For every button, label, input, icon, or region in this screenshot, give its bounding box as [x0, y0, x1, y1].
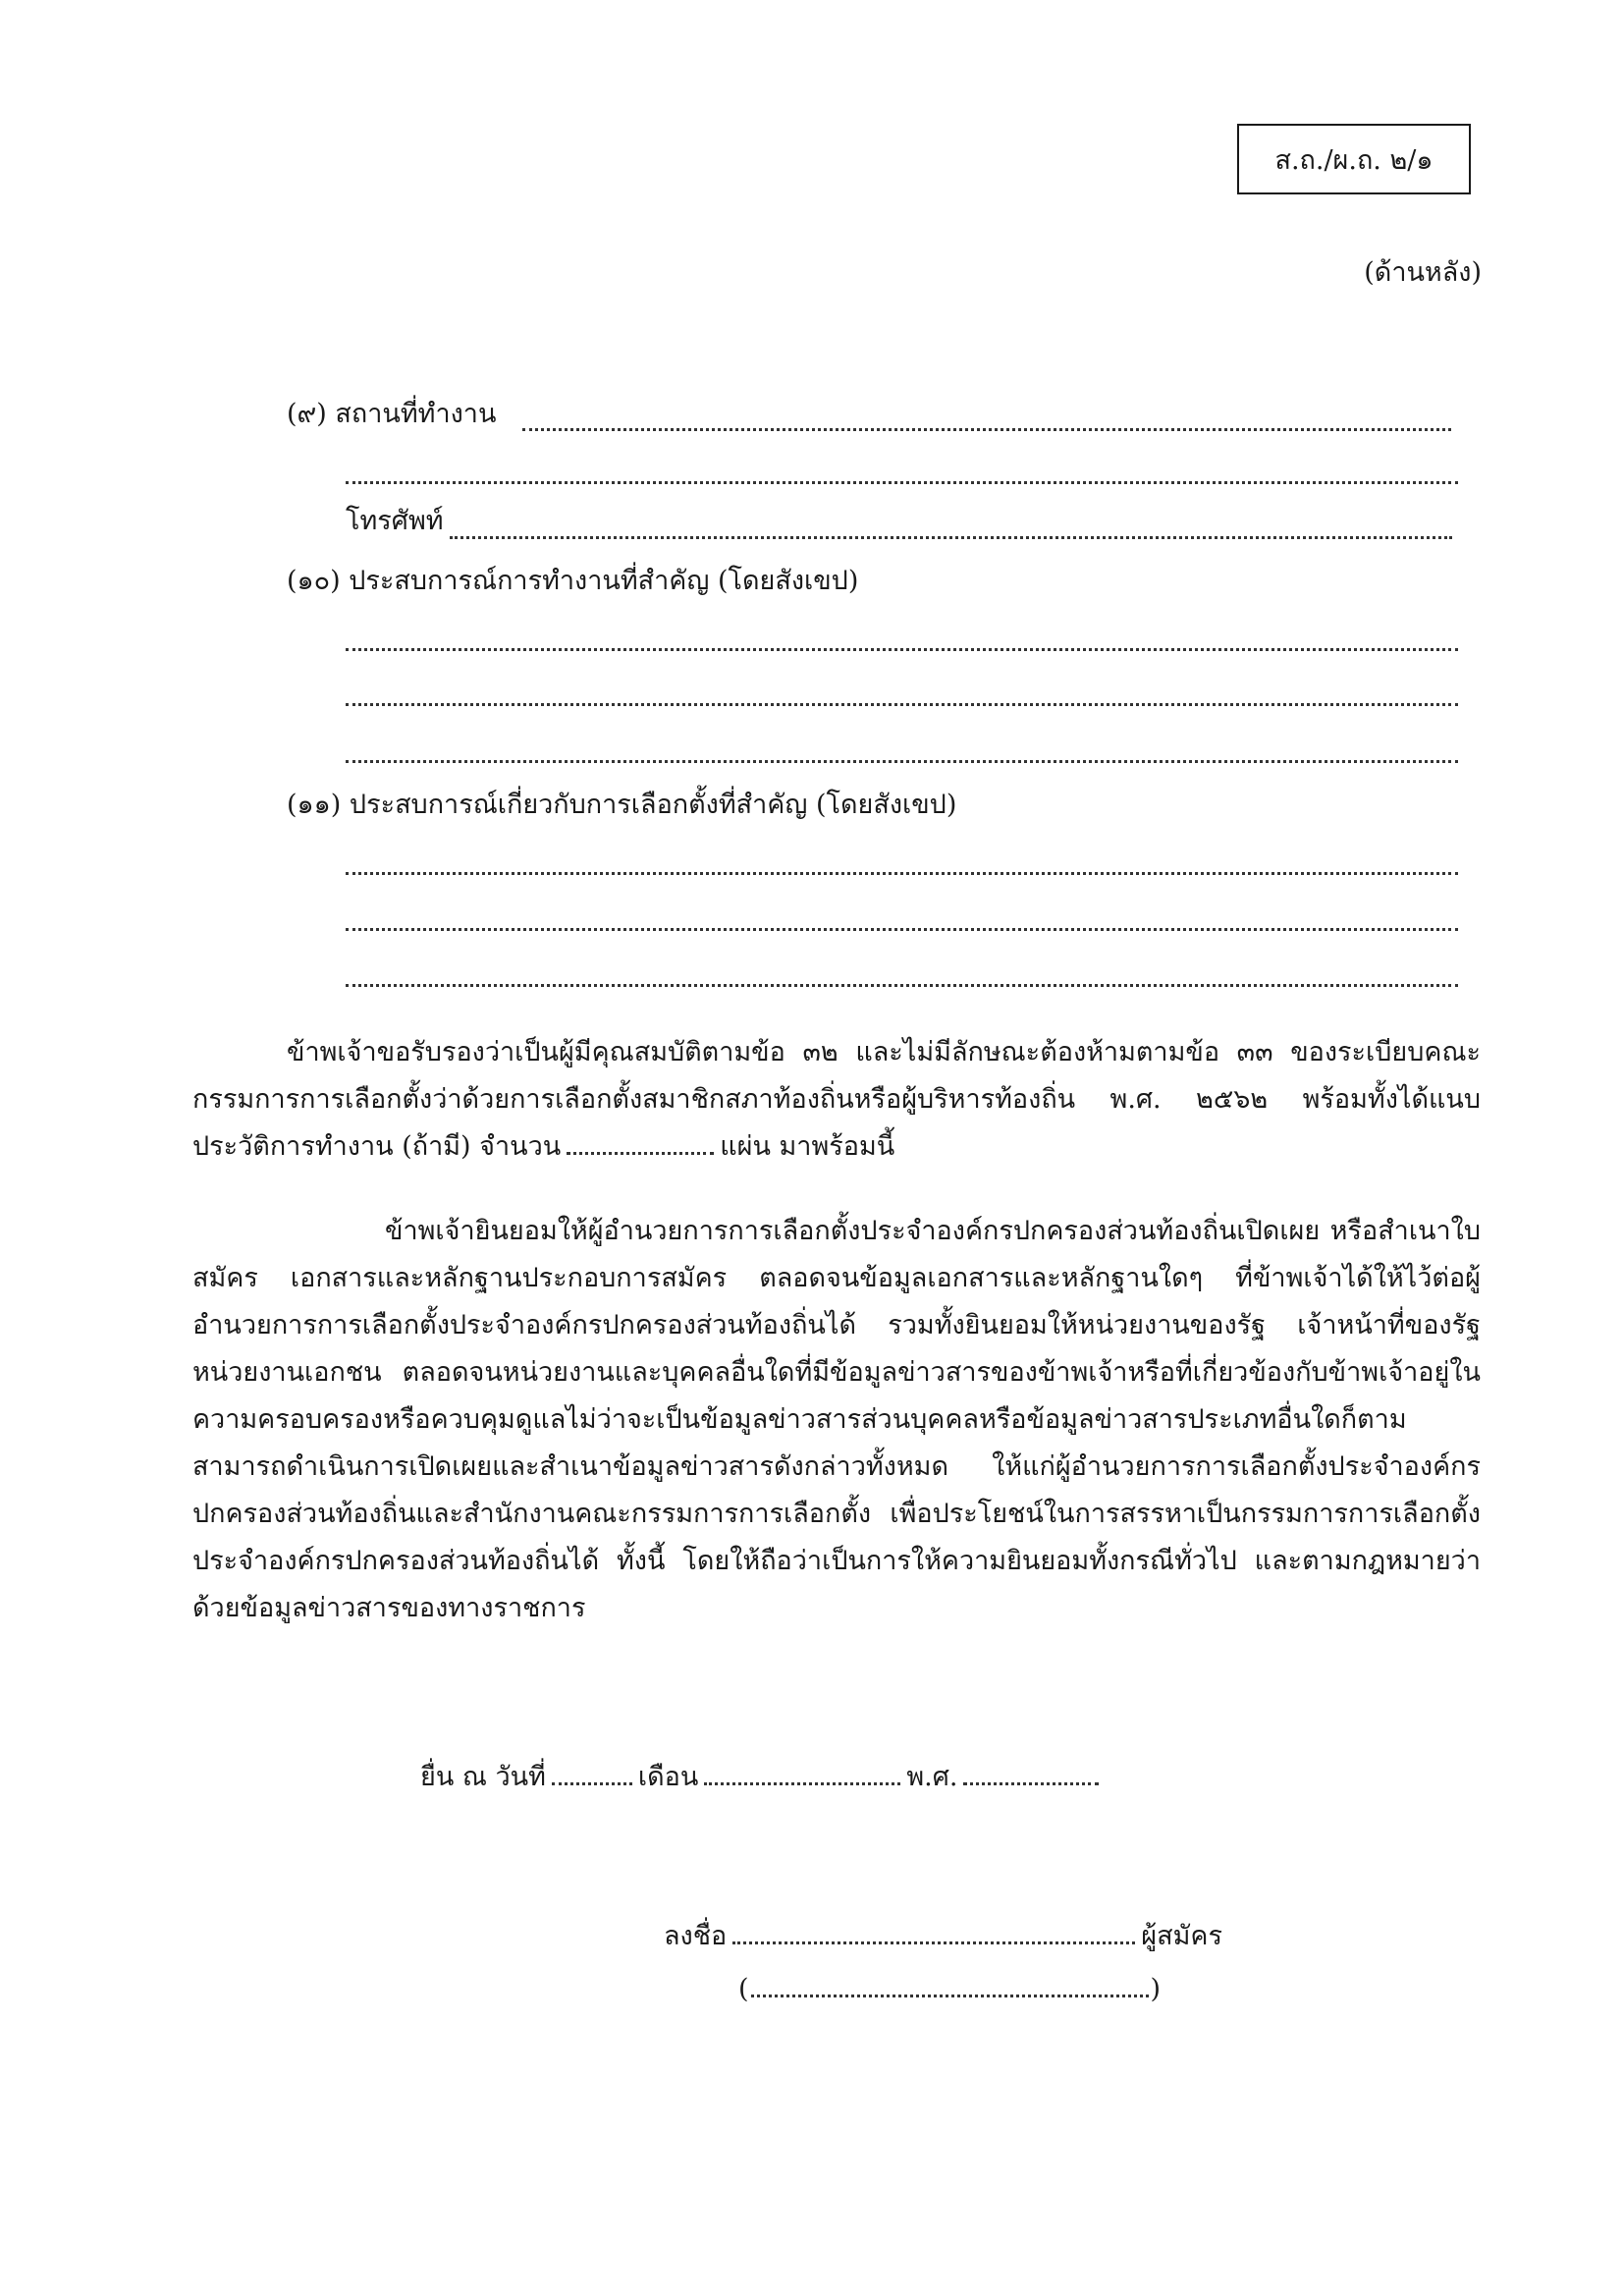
date-prefix: ยื่น ณ วันที่: [420, 1762, 546, 1792]
printed-name-line: [738, 1976, 1161, 2002]
printed-name-field[interactable]: [751, 1995, 1149, 1997]
signature-line: [664, 1923, 1222, 1949]
workplace-field[interactable]: [522, 428, 1451, 431]
form-code: ส.ถ./ผ.ถ. ๒/๑: [1274, 144, 1434, 176]
election-experience-line3[interactable]: [346, 984, 1458, 987]
year-label: พ.ศ.: [906, 1762, 958, 1792]
certification-text-end: แผ่น มาพร้อมนี้: [720, 1131, 895, 1162]
item11-label: (๑๑) ประสบการณ์เกี่ยวกับการเลือกตั้งที่สำคัญ (โดยสังเขป): [287, 790, 957, 820]
open-paren: (: [738, 1974, 749, 2004]
election-experience-line2[interactable]: [346, 928, 1458, 931]
work-experience-line2[interactable]: [346, 703, 1458, 706]
year-field[interactable]: [963, 1782, 1099, 1785]
consent-paragraph: ข้าพเจ้ายินยอมให้ผู้อำนวยการการเลือกตั้งประจำองค์กรปกครองส่วนท้องถิ่นเปิดเผย หรือสำเนาใบสมัคร เอกสารและหลักฐานประกอบการสมัคร ตลอดจนข้อมูลเอกสารและหลักฐานใดๆ ที่ข้าพเจ้าได้ให้ไว้ต่อผู้อำนวยการการเลือกตั้งประจำองค์กรปกครองส่วนท้องถิ่นได้ รวมทั้งยินยอมให้หน่วยงานของรัฐ เจ้าหน้าที่ของรัฐ หน่วยงานเอกชน ตลอดจนหน่วยงานและบุคคลอื่นใดที่มีข้อมูลข่าวสารของข้าพเจ้าหรือที่เกี่ยวข้องกับข้าพเจ้าอยู่ในความครอบครองหรือควบคุมดูแลไม่ว่าจะเป็นข้อมูลข่าวสารส่วนบุคคลหรือข้อมูลข่าวสารประเภทอื่นใดก็ตาม สามารถดำเนินการเปิดเผยและสำเนาข้อมูลข่าวสารดังกล่าวทั้งหมด ให้แก่ผู้อำนวยการการเลือกตั้งประจำองค์กรปกครองส่วนท้องถิ่นและสำนักงานคณะกรรมการการเลือกตั้ง เพื่อประโยชน์ในการสรรหาเป็นกรรมการการเลือกตั้งประจำองค์กรปกครองส่วนท้องถิ่นได้ ทั้งนี้ โดยให้ถือว่าเป็นการให้ความยินยอมทั้งกรณีทั่วไป และตามกฎหมายว่าด้วยข้อมูลข่าวสารของทางราชการ: [192, 1216, 1481, 1623]
month-label: เดือน: [637, 1762, 699, 1792]
side-label: (ด้านหลัง): [1364, 257, 1482, 288]
phone-label: โทรศัพท์: [346, 506, 444, 536]
item10-label: (๑๐) ประสบการณ์การทำงานที่สำคัญ (โดยสังเขป): [287, 566, 859, 596]
month-field[interactable]: [704, 1782, 900, 1785]
work-experience-line1[interactable]: [346, 648, 1458, 651]
form-code-box: [1237, 124, 1471, 194]
phone-field[interactable]: [450, 536, 1452, 539]
certification-paragraph: [192, 1029, 1481, 1171]
certification-text: ข้าพเจ้าขอรับรองว่าเป็นผู้มีคุณสมบัติตามข้อ ๓๒ และไม่มีลักษณะต้องห้ามตามข้อ ๓๓ ของระเบียบคณะกรรมการการเลือกตั้งว่าด้วยการเลือกตั้งสมาชิกสภาท้องถิ่นหรือผู้บริหารท้องถิ่น พ.ศ. ๒๕๖๒ พร้อมทั้งได้แนบประวัติการทำงาน (ถ้ามี) จำนวน: [192, 1037, 1481, 1162]
date-line: [420, 1764, 1105, 1790]
election-experience-line1[interactable]: [346, 872, 1458, 875]
signature-field[interactable]: [732, 1941, 1135, 1944]
close-paren: ): [1150, 1974, 1162, 2004]
work-experience-line3[interactable]: [346, 760, 1458, 763]
signature-label: ลงชื่อ: [664, 1921, 728, 1951]
day-field[interactable]: [552, 1782, 632, 1785]
workplace-field-line2[interactable]: [346, 481, 1458, 484]
attachment-count-field[interactable]: [567, 1152, 714, 1155]
signature-role: ผู้สมัคร: [1141, 1921, 1222, 1951]
item9-label: (๙) สถานที่ทำงาน: [287, 399, 497, 429]
